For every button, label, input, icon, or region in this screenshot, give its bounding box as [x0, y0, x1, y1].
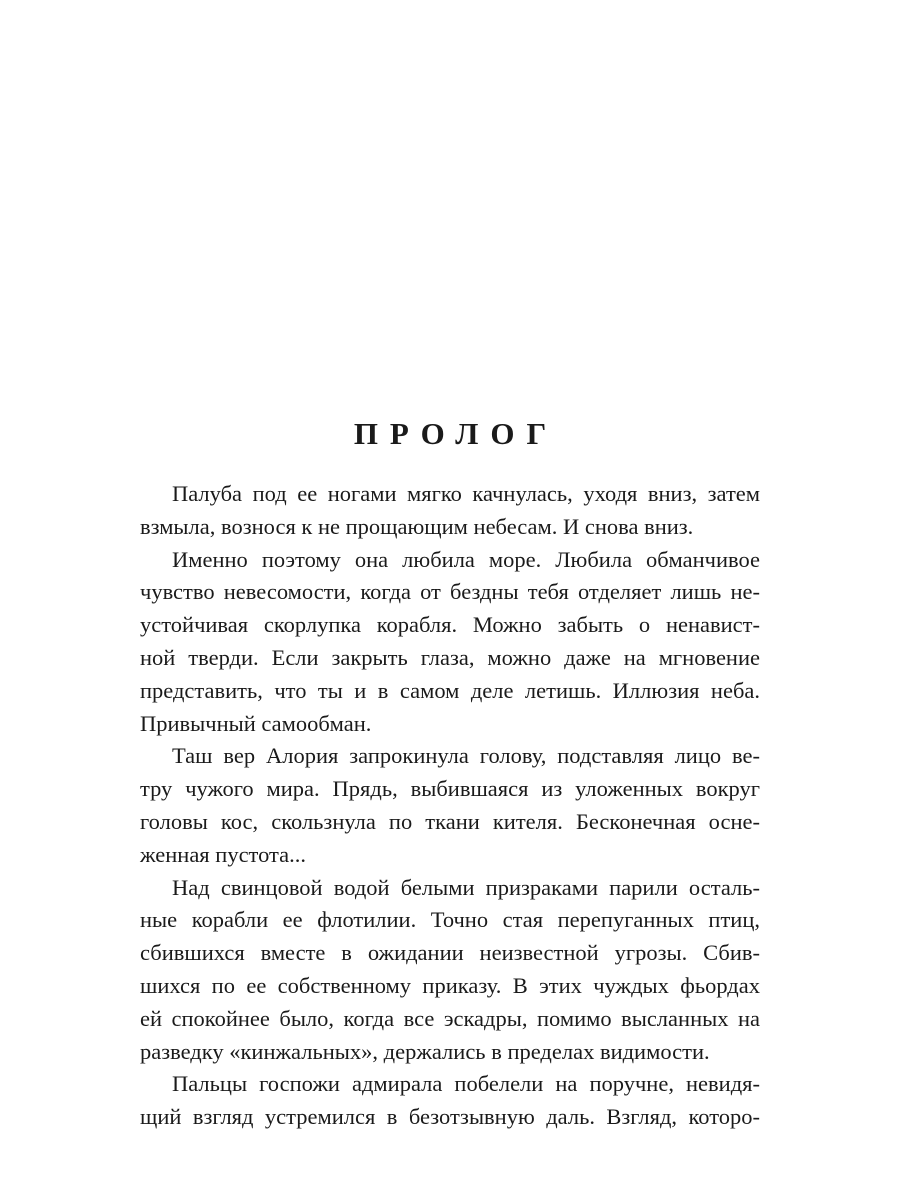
- text-line: Именно поэтому она любила море. Любила обманчивое: [172, 546, 760, 572]
- text-line: ные корабли ее флотилии. Точно стая перепуганных птиц,: [140, 907, 760, 933]
- text-line: сбившихся вместе в ожидании неизвестной угрозы. Сбив-: [140, 940, 760, 966]
- text-line: ей спокойнее было, когда все эскадры, помимо высланных на: [140, 1005, 760, 1031]
- text-line: Таш вер Алория запрокинула голову, подставляя лицо ве-: [172, 743, 760, 769]
- text-line: чувство невесомости, когда от бездны тебя отделяет лишь не-: [140, 579, 760, 605]
- text-line: устойчивая скорлупка корабля. Можно забыть о ненавист-: [140, 612, 760, 638]
- text-line: Пальцы госпожи адмирала побелели на поручне, невидя-: [172, 1071, 760, 1097]
- text-line: шихся по ее собственному приказу. В этих чуждых фьордах: [140, 972, 760, 998]
- text-line: разведку «кинжальных», держались в пределах видимости.: [140, 1038, 710, 1064]
- body-text: [140, 478, 760, 1134]
- text-line: Палуба под ее ногами мягко качнулась, уходя вниз, затем: [172, 481, 760, 506]
- text-line: представить, что ты и в самом деле летишь. Иллюзия неба.: [140, 677, 760, 703]
- text-line: щий взгляд устремился в безотзывную даль. Взгляд, которо-: [140, 1104, 760, 1130]
- chapter-title: ПРОЛОГ: [353, 416, 559, 451]
- text-line: тру чужого мира. Прядь, выбившаяся из уложенных вокруг: [140, 776, 760, 802]
- text-line: Над свинцовой водой белыми призраками парили осталь-: [172, 874, 760, 900]
- text-line: женная пустота...: [140, 841, 307, 867]
- text-line: ной тверди. Если закрыть глаза, можно даже на мгновение: [140, 644, 760, 670]
- text-line: взмыла, вознося к не прощающим небесам. И снова вниз.: [140, 513, 694, 539]
- text-line: Привычный самообман.: [140, 710, 372, 736]
- text-line: головы кос, скользнула по ткани кителя. Бесконечная осне-: [140, 808, 760, 834]
